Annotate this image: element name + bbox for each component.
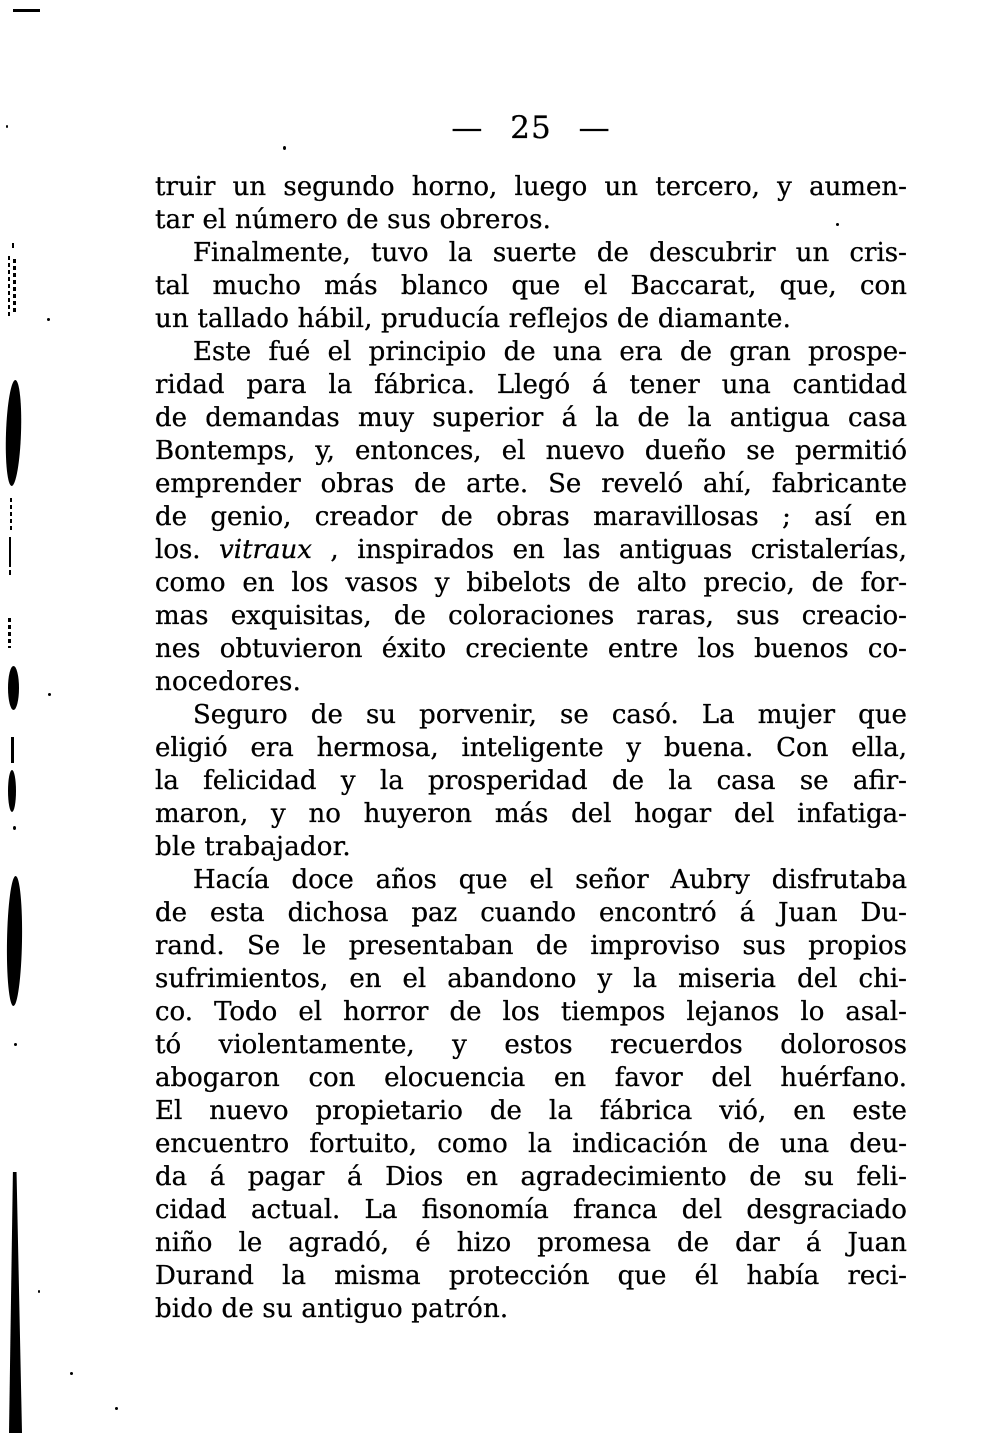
binding-mark bbox=[9, 570, 11, 575]
binding-mark bbox=[8, 666, 19, 710]
text-line: nocedores. bbox=[155, 667, 302, 697]
page-number-header: — 25 — bbox=[451, 110, 611, 146]
text-line: sufrimientos, en el abandono y la miseria del chi- bbox=[155, 964, 907, 994]
text-line: Seguro de su porvenir, se casó. La mujer que bbox=[193, 700, 907, 730]
text-line: emprender obras de arte. Se reveló ahí, fabricante bbox=[155, 469, 907, 499]
scan-artifact-speck bbox=[836, 223, 839, 226]
text-line: encuentro fortuito, como la indicación de una deu- bbox=[155, 1129, 907, 1159]
scan-artifact-speck bbox=[70, 1372, 73, 1375]
scan-artifact-speck bbox=[13, 826, 16, 830]
text-line: da á pagar á Dios en agradecimiento de su feli- bbox=[155, 1162, 907, 1192]
scan-artifact-top-rule bbox=[13, 9, 40, 12]
binding-mark bbox=[6, 876, 23, 1006]
binding-mark bbox=[9, 1172, 22, 1433]
text-line: tar el número de sus obreros. bbox=[155, 205, 552, 235]
text-line: como en los vasos y bibelots de alto precio, de for- bbox=[155, 568, 907, 598]
text-line: truir un segundo horno, luego un tercero, y aumen- bbox=[155, 172, 907, 202]
text-line: la felicidad y la prosperidad de la casa se afir- bbox=[155, 766, 907, 796]
text-line: El nuevo propietario de la fábrica vió, en este bbox=[155, 1096, 907, 1126]
text-line: nes obtuvieron éxito creciente entre los buenos co- bbox=[155, 634, 907, 664]
binding-mark bbox=[4, 380, 23, 486]
text-line: co. Todo el horror de los tiempos lejanos lo asal- bbox=[155, 997, 907, 1027]
text-line: Hacía doce años que el señor Aubry disfrutaba bbox=[193, 865, 907, 895]
text-line: un tallado hábil, pruducía reflejos de diamante. bbox=[155, 304, 792, 334]
text-line: Finalmente, tuvo la suerte de descubrir un cris- bbox=[193, 238, 907, 268]
text-line: ble trabajador. bbox=[155, 832, 351, 862]
text-line: maron, y no huyeron más del hogar del infatiga- bbox=[155, 799, 907, 829]
binding-mark bbox=[9, 537, 11, 567]
text-line: mas exquisitas, de coloraciones raras, sus creacio- bbox=[155, 601, 907, 631]
text-line: los. vitraux , inspirados en las antiguas cristalerías, bbox=[155, 535, 907, 565]
text-line: Bontemps, y, entonces, el nuevo dueño se permitió bbox=[155, 436, 907, 466]
binding-mark bbox=[12, 243, 14, 248]
scan-artifact-speck bbox=[115, 1407, 118, 1410]
scan-artifact-speck bbox=[48, 693, 51, 696]
text-line: de demandas muy superior á la de la antigua casa bbox=[155, 403, 907, 433]
text-line: tó violentamente, y estos recuerdos dolorosos bbox=[155, 1030, 907, 1060]
text-line: Este fué el principio de una era de gran prospe- bbox=[193, 337, 907, 367]
text-line: tal mucho más blanco que el Baccarat, que, con bbox=[155, 271, 907, 301]
text-line: abogaron con elocuencia en favor del huérfano. bbox=[155, 1063, 907, 1093]
binding-mark bbox=[8, 256, 10, 316]
binding-mark bbox=[8, 618, 11, 648]
scan-artifact-speck bbox=[6, 125, 8, 128]
binding-mark bbox=[10, 498, 12, 532]
text-line: cidad actual. La fisonomía franca del desgraciado bbox=[155, 1195, 907, 1225]
text-line: ridad para la fábrica. Llegó á tener una cantidad bbox=[155, 370, 907, 400]
scan-artifact-speck bbox=[38, 1290, 40, 1293]
text-line: rand. Se le presentaban de improviso sus propios bbox=[155, 931, 907, 961]
text-line: Durand la misma protección que él había reci- bbox=[155, 1261, 907, 1291]
text-line: niño le agradó, é hizo promesa de dar á Juan bbox=[155, 1228, 907, 1258]
scan-artifact-speck bbox=[14, 1043, 17, 1046]
text-line: de genio, creador de obras maravillosas ; así en bbox=[155, 502, 907, 532]
binding-mark bbox=[13, 259, 16, 313]
scan-artifact-speck bbox=[283, 146, 286, 150]
scan-artifact-speck bbox=[47, 318, 50, 321]
text-line: de esta dichosa paz cuando encontró á Juan Du- bbox=[155, 898, 907, 928]
text-block bbox=[155, 171, 907, 1326]
binding-mark bbox=[11, 737, 14, 763]
text-line: bido de su antiguo patrón. bbox=[155, 1294, 509, 1324]
text-line: eligió era hermosa, inteligente y buena. Con ella, bbox=[155, 733, 907, 763]
binding-mark bbox=[8, 770, 16, 812]
